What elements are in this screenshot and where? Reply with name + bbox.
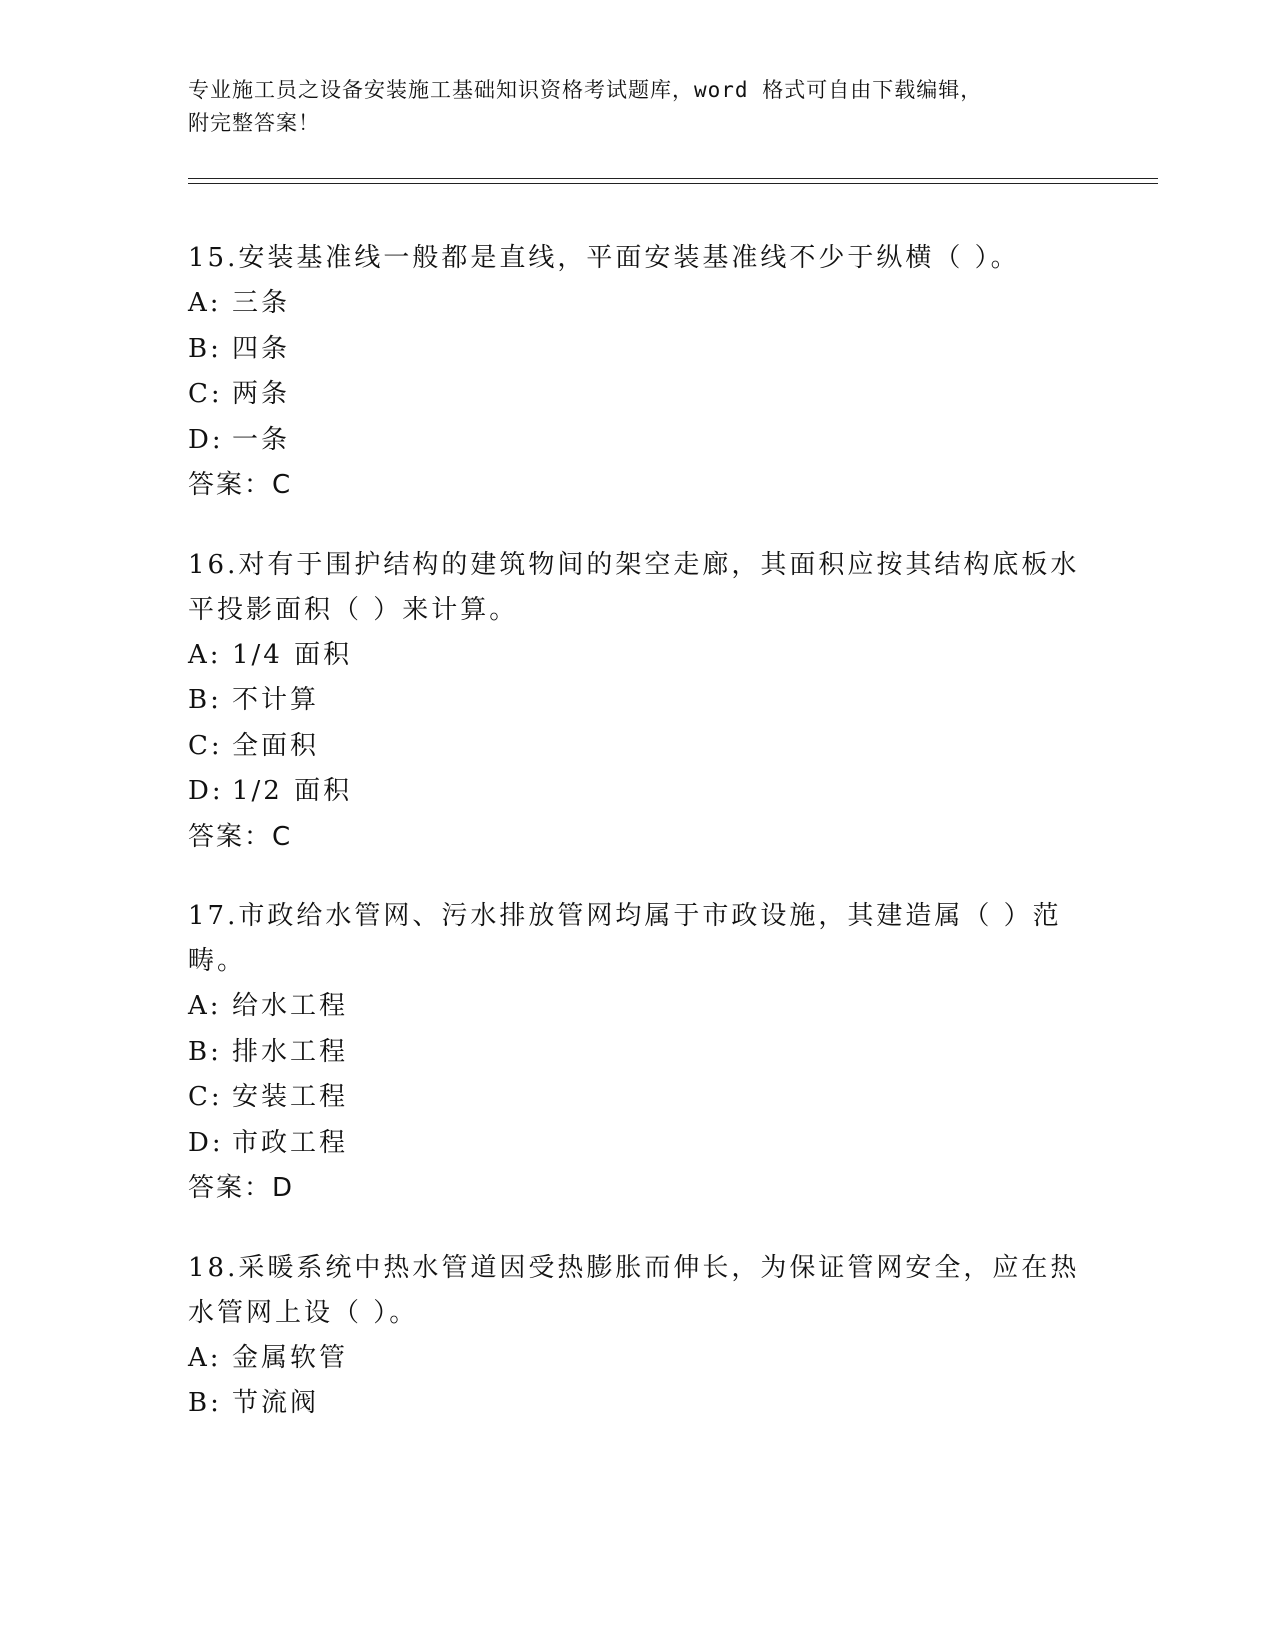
option-text: 金属软管 (232, 1342, 349, 1373)
option-text: 市政工程 (232, 1127, 349, 1158)
header-divider-top (188, 178, 1158, 179)
option-letter: C: (188, 1082, 223, 1112)
option-b (188, 678, 1088, 724)
option-letter: C: (188, 730, 223, 761)
option-letter: A: (188, 639, 222, 670)
option-letter: B: (188, 333, 222, 364)
question-15 (188, 236, 1088, 509)
option-text: 节流阀 (232, 1388, 320, 1418)
question-stem: 15.安装基准线一般都是直线，平面安装基准线不少于纵横（ ）。 (188, 243, 1020, 273)
answer-line: 答案：C (188, 470, 293, 500)
header-line-2: 附完整答案！ (188, 111, 320, 135)
option-text: 全面积 (232, 730, 320, 761)
option-a (188, 281, 1088, 327)
option-text: 排水工程 (232, 1036, 349, 1067)
option-a (188, 1336, 1088, 1382)
question-list (188, 236, 1088, 1461)
option-text: 安装工程 (232, 1082, 349, 1112)
option-d (188, 1121, 1088, 1167)
question-16 (188, 543, 1088, 861)
option-text: 三条 (232, 288, 291, 318)
option-letter: D: (188, 1127, 224, 1158)
header-line-1: 专业施工员之设备安装施工基础知识资格考试题库，word 格式可自由下载编辑， (188, 78, 983, 102)
option-a (188, 984, 1088, 1030)
answer-line: 答案：D (188, 1173, 295, 1203)
question-stem: 18.采暖系统中热水管道因受热膨胀而伸长，为保证管网安全，应在热水管网上设（ ）。 (188, 1252, 1080, 1328)
option-text: 1/2 面积 (232, 776, 353, 806)
option-letter: A: (188, 991, 222, 1021)
option-text: 两条 (232, 379, 291, 409)
option-c (188, 372, 1088, 418)
question-18 (188, 1246, 1088, 1427)
option-letter: C: (188, 379, 223, 409)
option-letter: D: (188, 776, 224, 806)
document-header (188, 74, 1068, 140)
option-letter: A: (188, 1342, 222, 1373)
option-letter: B: (188, 685, 222, 715)
question-stem: 16.对有于围护结构的建筑物间的架空走廊，其面积应按其结构底板水平投影面积（ ）来计算。 (188, 549, 1080, 625)
option-letter: A: (188, 288, 222, 318)
option-d (188, 418, 1088, 464)
answer-line: 答案：C (188, 821, 293, 852)
option-text: 不计算 (232, 685, 320, 715)
question-17 (188, 894, 1088, 1212)
option-b (188, 1030, 1088, 1076)
option-d (188, 769, 1088, 815)
option-b (188, 1381, 1088, 1427)
option-text: 一条 (232, 424, 291, 455)
option-b (188, 327, 1088, 373)
option-text: 四条 (232, 333, 291, 364)
option-a (188, 633, 1088, 679)
option-text: 给水工程 (232, 991, 349, 1021)
option-text: 1/4 面积 (232, 639, 353, 670)
question-stem: 17.市政给水管网、污水排放管网均属于市政设施，其建造属（ ）范畴。 (188, 901, 1062, 976)
option-c (188, 724, 1088, 770)
option-c (188, 1075, 1088, 1121)
option-letter: B: (188, 1036, 222, 1067)
option-letter: D: (188, 424, 224, 455)
header-divider-bottom (188, 183, 1158, 184)
option-letter: B: (188, 1388, 222, 1418)
